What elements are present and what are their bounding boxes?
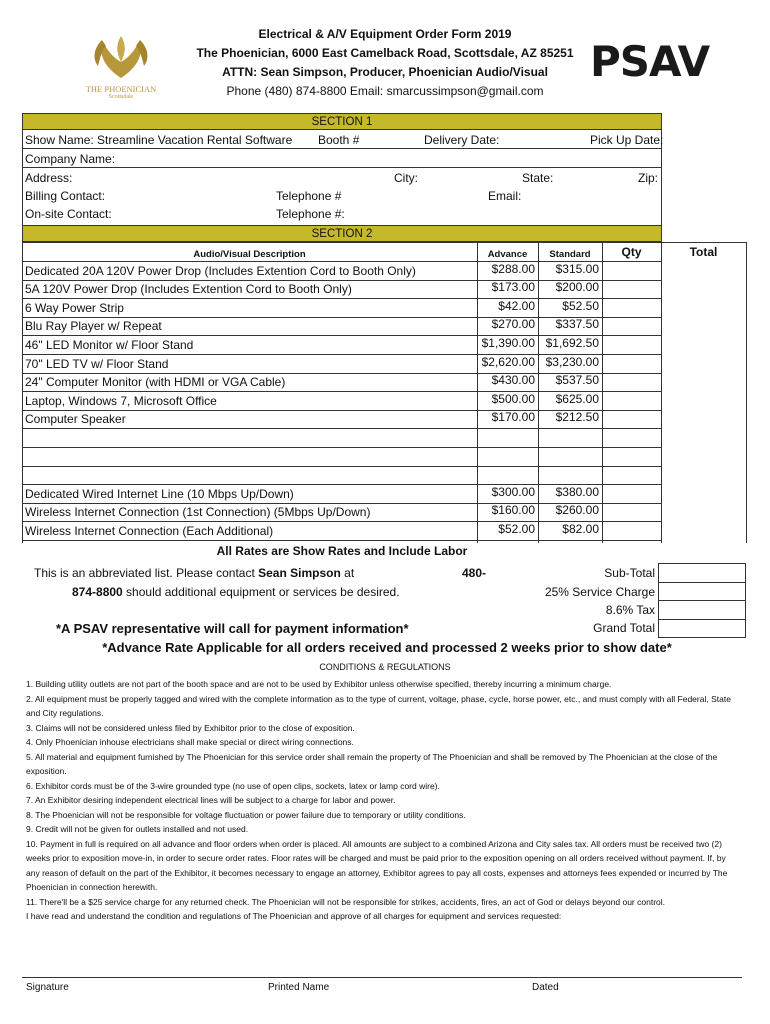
col-total: Total	[689, 245, 718, 259]
qty-input[interactable]	[604, 429, 663, 447]
total-input[interactable]	[663, 262, 748, 280]
conditions-list	[26, 677, 734, 924]
qty-input[interactable]	[604, 411, 663, 429]
qty-input[interactable]	[604, 336, 663, 354]
item-standard-price: $625.00	[555, 391, 599, 406]
item-standard-price: $315.00	[555, 261, 599, 276]
contact-text-b: at	[340, 566, 355, 580]
attn-line: ATTN: Sean Simpson, Producer, Phoenician Audio/Visual	[222, 65, 548, 79]
condition-item: 4. Only Phoenician inhouse electricians shall make special or direct wiring connections.	[26, 737, 354, 747]
printed-name-label: Printed Name	[268, 982, 330, 993]
table-row-divider	[22, 447, 662, 448]
subtotal-label: Sub-Total	[604, 566, 655, 580]
rep-note: *A PSAV representative will call for payment information*	[56, 621, 409, 636]
onsite-contact-label: On-site Contact:	[25, 207, 112, 221]
condition-item: 5. All material and equipment furnished by The Phoenician for this service order shall remain the property of The Phoenician and shall be removed by The Phoenician at the close of the exposition.	[26, 751, 718, 776]
contact-note	[34, 564, 494, 583]
col-advance: Advance	[487, 249, 528, 260]
qty-input[interactable]	[604, 467, 663, 485]
qty-input[interactable]	[604, 355, 663, 373]
qty-input[interactable]	[604, 374, 663, 392]
email-label: Email:	[488, 189, 522, 203]
item-description: Laptop, Windows 7, Microsoft Office	[25, 393, 217, 408]
tax-field[interactable]	[660, 601, 748, 620]
total-col-top	[661, 242, 746, 243]
form-title: Electrical & A/V Equipment Order Form 2019	[258, 27, 512, 41]
qty-input[interactable]	[604, 448, 663, 466]
item-advance-price: $500.00	[491, 391, 535, 406]
item-advance-price: $160.00	[491, 503, 535, 518]
psav-logo-text: PSAV	[590, 37, 710, 86]
qty-input[interactable]	[604, 299, 663, 317]
venue-address: The Phoenician, 6000 East Camelback Road, Scottsdale, AZ 85251	[196, 46, 574, 60]
total-input[interactable]	[663, 448, 748, 466]
item-description: Computer Speaker	[25, 412, 126, 427]
item-description: Dedicated Wired Internet Line (10 Mbps Up/Down)	[25, 486, 294, 501]
delivery-date-label: Delivery Date:	[424, 133, 500, 147]
item-advance-price: $430.00	[491, 373, 535, 388]
subtotal-field[interactable]	[660, 564, 748, 583]
item-standard-price: $1,692.50	[545, 335, 599, 350]
telephone-label-1: Telephone #	[276, 189, 342, 203]
item-standard-price: $337.50	[555, 317, 599, 332]
signature-line	[22, 977, 742, 978]
table-row-divider	[22, 540, 662, 541]
qty-input[interactable]	[604, 262, 663, 280]
item-description: 24" Computer Monitor (with HDMI or VGA Cable)	[25, 375, 286, 390]
total-input[interactable]	[663, 411, 748, 429]
item-advance-price: $42.00	[498, 298, 535, 313]
qty-input[interactable]	[604, 522, 663, 540]
item-standard-price: $52.50	[562, 298, 599, 313]
condition-item: 10. Payment in full is required on all advance and floor orders when order is placed. All amounts are subject to a combined Arizona and City sales tax. All orders must be received two (2) weeks prior to exposition move-in, in order to secure order rates. Floor rates will be charged and must be paid prior to the exposition opening on all orders received without payment. If, by any reason of default on the part of the Exhibitor, it becomes necessary to engage an attorney, Exhibitor agrees to pay all costs, expenses and attorneys fees expended or incurred by The Phoenician in connection herewith.	[26, 838, 728, 892]
total-input[interactable]	[663, 281, 748, 299]
item-advance-price: $170.00	[491, 410, 535, 425]
rates-note: All Rates are Show Rates and Include Labor	[216, 544, 468, 558]
total-input[interactable]	[663, 429, 748, 447]
col-standard: Standard	[549, 249, 591, 260]
grand-total-label: Grand Total	[593, 621, 655, 635]
address-label: Address:	[25, 171, 73, 185]
item-description: Wireless Internet Connection (1st Connection) (5Mbps Up/Down)	[25, 505, 371, 520]
contact-name: Sean Simpson	[258, 566, 341, 580]
pickup-date-label: Pick Up Date:	[590, 133, 664, 147]
item-advance-price: $300.00	[491, 484, 535, 499]
condition-item: 9. Credit will not be given for outlets installed and not used.	[26, 824, 249, 834]
item-advance-price: $288.00	[491, 261, 535, 276]
item-advance-price: $173.00	[491, 280, 535, 295]
signature-label: Signature	[26, 982, 69, 993]
telephone-label-2: Telephone #:	[276, 207, 345, 221]
condition-item: 2. All equipment must be properly tagged and wired with the complete information as to the type of current, voltage, phase, cycle, horse power, etc., and must comply with all Federal, State and City regulations.	[26, 693, 731, 718]
state-label: State:	[522, 171, 554, 185]
col-qty: Qty	[621, 245, 642, 259]
contact-phone-a: 480-	[462, 566, 487, 580]
item-description: 5A 120V Power Drop (Includes Extention Cord to Booth Only)	[25, 282, 352, 297]
total-input[interactable]	[663, 467, 748, 485]
condition-item: 7. An Exhibitor desiring independent electrical lines will be subject to a charge for labor and power.	[26, 795, 396, 805]
total-input[interactable]	[663, 299, 748, 317]
total-input[interactable]	[663, 504, 748, 522]
contact-text-a: This is an abbreviated list. Please contact	[34, 566, 259, 580]
qty-input[interactable]	[604, 504, 663, 522]
contact-note-2	[72, 583, 400, 602]
total-input[interactable]	[663, 485, 748, 503]
item-advance-price: $52.00	[498, 521, 535, 536]
section2-header: SECTION 2	[22, 225, 662, 242]
item-standard-price: $537.50	[555, 373, 599, 388]
item-standard-price: $212.50	[555, 410, 599, 425]
phoenician-logo-name: THE PHOENICIAN	[85, 84, 157, 94]
item-standard-price: $3,230.00	[545, 354, 599, 369]
condition-item: 11. There'll be a $25 service charge for any returned check. The Phoenician will not be responsible for strikes, accidents, fires, an act of God or delays beyond our control.	[26, 896, 665, 907]
service-charge-label: 25% Service Charge	[544, 585, 655, 599]
table-row-divider	[22, 428, 662, 429]
total-input[interactable]	[663, 522, 748, 540]
acknowledge-text: I have read and understand the condition and regulations of The Phoenician and approve of all charges for equipment and services requested:	[26, 911, 562, 921]
item-description: 6 Way Power Strip	[25, 300, 124, 315]
total-input[interactable]	[663, 374, 748, 392]
phoenician-logo-sub: Scottsdale	[108, 94, 134, 100]
billing-contact-label: Billing Contact:	[25, 189, 106, 203]
advance-rate-note: *Advance Rate Applicable for all orders received and processed 2 weeks prior to show date*	[102, 640, 672, 655]
item-advance-price: $1,390.00	[481, 335, 535, 350]
condition-item: 1. Building utility outlets are not part of the booth space and are not to be used by Exhibitor unless otherwise specified, thereby incurring a minimum charge.	[26, 679, 612, 689]
table-top-border	[22, 242, 662, 243]
item-description: 70" LED TV w/ Floor Stand	[25, 356, 169, 371]
item-advance-price: $2,620.00	[481, 354, 535, 369]
conditions-title: CONDITIONS & REGULATIONS	[319, 662, 451, 672]
total-input[interactable]	[663, 355, 748, 373]
phone-email-line: Phone (480) 874-8800 Email: smarcussimpson@gmail.com	[226, 84, 544, 98]
contact-phone-b: 874-8800	[72, 585, 123, 599]
total-input[interactable]	[663, 336, 748, 354]
item-description: Blu Ray Player w/ Repeat	[25, 319, 162, 334]
item-standard-price: $200.00	[555, 280, 599, 295]
zip-label: Zip:	[638, 171, 659, 185]
item-description: Wireless Internet Connection (Each Additional)	[25, 523, 274, 538]
condition-item: 3. Claims will not be considered unless filed by Exhibitor prior to the close of exposition.	[26, 722, 355, 733]
item-standard-price: $260.00	[555, 503, 599, 518]
booth-label: Booth #	[318, 133, 360, 147]
col-description: Audio/Visual Description	[193, 249, 306, 260]
item-description: 46" LED Monitor w/ Floor Stand	[25, 337, 194, 352]
item-description: Dedicated 20A 120V Power Drop (Includes Extention Cord to Booth Only)	[25, 263, 416, 278]
table-row-divider	[22, 466, 662, 467]
qty-input[interactable]	[604, 392, 663, 410]
city-label: City:	[394, 171, 418, 185]
condition-item: 6. Exhibitor cords must be of the 3-wire grounded type (no use of open clips, sockets, latex or lamp cord wire).	[26, 780, 440, 791]
service-charge-field[interactable]	[660, 583, 748, 601]
qty-input[interactable]	[604, 485, 663, 503]
tax-label: 8.6% Tax	[605, 603, 655, 617]
show-name-label: Show Name: Streamline Vacation Rental Software	[25, 133, 293, 147]
company-name-label: Company Name:	[25, 152, 116, 166]
qty-input[interactable]	[604, 318, 663, 336]
section1-header: SECTION 1	[22, 113, 662, 130]
item-standard-price: $380.00	[555, 484, 599, 499]
total-input[interactable]	[663, 392, 748, 410]
condition-item: 8. The Phoenician will not be responsible for voltage fluctuation or power failure due to temporary or utility conditions.	[26, 809, 466, 820]
total-input[interactable]	[663, 318, 748, 336]
dated-label: Dated	[532, 982, 559, 993]
item-advance-price: $270.00	[491, 317, 535, 332]
item-standard-price: $82.00	[562, 521, 599, 536]
grand-total-field[interactable]	[660, 620, 748, 639]
contact-text-c: should additional equipment or services be desired.	[122, 585, 400, 599]
qty-input[interactable]	[604, 281, 663, 299]
